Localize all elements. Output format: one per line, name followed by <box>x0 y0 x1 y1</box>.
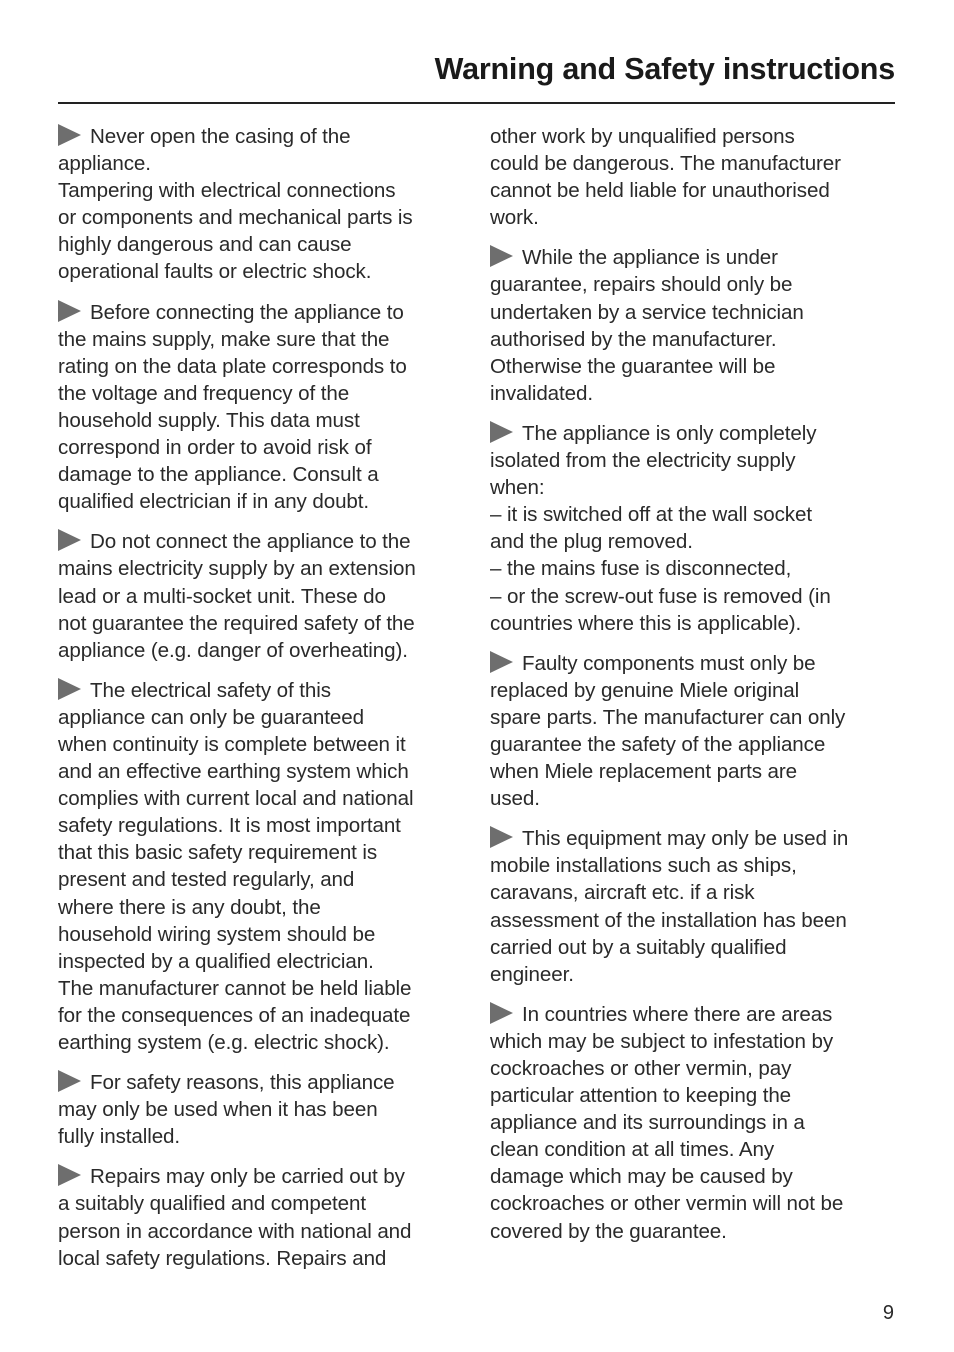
bullet-arrow-icon <box>58 124 81 146</box>
paragraph-line: other work by unqualified persons <box>490 125 795 148</box>
instruction-paragraph <box>58 1069 468 1150</box>
paragraph-line: damage to the appliance. Consult a <box>58 463 379 487</box>
paragraph-line: mobile installations such as ships, <box>490 854 797 878</box>
right-column <box>490 123 894 1258</box>
instruction-paragraph <box>58 1163 468 1271</box>
instruction-paragraph <box>58 299 468 516</box>
instruction-paragraph <box>490 825 894 988</box>
bullet-arrow-icon <box>490 1002 513 1024</box>
paragraph-line: a suitably qualified and competent <box>58 1192 367 1216</box>
paragraph-line: The manufacturer cannot be held liable <box>58 976 412 1000</box>
paragraph-line: earthing system (e.g. electric shock). <box>58 1031 390 1054</box>
paragraph-line: when Miele replacement parts are <box>490 760 798 784</box>
paragraph-line: complies with current local and national <box>58 787 414 811</box>
paragraph-line: Before connecting the appliance to <box>90 300 404 324</box>
paragraph-line: clean condition at all times. Any <box>490 1138 775 1162</box>
paragraph-line: household wiring system should be <box>58 922 376 946</box>
bullet-arrow-icon <box>58 300 81 322</box>
page-number: 9 <box>882 1302 894 1324</box>
paragraph-line: mains electricity supply by an extension <box>58 557 416 581</box>
paragraph-line: the voltage and frequency of the <box>58 381 350 405</box>
instruction-paragraph <box>490 123 894 231</box>
paragraph-line: local safety regulations. Repairs and <box>58 1246 387 1270</box>
paragraph-line: Never open the casing of the <box>90 125 351 148</box>
paragraph-line: appliance can only be guaranteed <box>58 705 364 729</box>
paragraph-line: guarantee the safety of the appliance <box>490 732 826 756</box>
paragraph-line: spare parts. The manufacturer can only <box>490 705 846 729</box>
bullet-arrow-icon <box>58 529 81 551</box>
paragraph-line: inspected by a qualified electrician. <box>58 949 374 973</box>
paragraph-line: – or the screw-out fuse is removed (in <box>490 584 831 608</box>
paragraph-line: correspond in order to avoid risk of <box>58 436 372 460</box>
paragraph-line: countries where this is applicable). <box>490 611 802 635</box>
paragraph-line: Do not connect the appliance to the <box>90 530 411 554</box>
paragraph-line: work. <box>490 206 539 230</box>
paragraph-line: covered by the guarantee. <box>490 1219 727 1243</box>
bullet-arrow-icon <box>490 826 513 848</box>
paragraph-line: guarantee, repairs should only be <box>490 273 793 297</box>
paragraph-line: not guarantee the required safety of the <box>58 611 415 635</box>
paragraph-line: particular attention to keeping the <box>490 1084 792 1108</box>
bullet-arrow-icon <box>490 651 513 673</box>
paragraph-line: damage which may be caused by <box>490 1165 793 1189</box>
paragraph-line: household supply. This data must <box>58 408 360 432</box>
paragraph-line: could be dangerous. The manufacturer <box>490 152 841 176</box>
paragraph-line: that this basic safety requirement is <box>58 841 378 865</box>
paragraph-line: For safety reasons, this appliance <box>90 1071 395 1095</box>
paragraph-line: undertaken by a service technician <box>490 300 804 324</box>
paragraph-line: cannot be held liable for unauthorised <box>490 179 830 203</box>
page-title: Warning and Safety instructions <box>434 52 895 86</box>
paragraph-line: where there is any doubt, the <box>58 895 321 919</box>
paragraph-line: – it is switched off at the wall socket <box>490 503 812 527</box>
paragraph-line: assessment of the installation has been <box>490 908 847 932</box>
bullet-arrow-icon <box>58 678 81 700</box>
page-header <box>58 48 895 104</box>
instruction-paragraph <box>58 123 468 286</box>
paragraph-line: The electrical safety of this <box>90 678 331 702</box>
instruction-paragraph <box>490 650 894 813</box>
paragraph-line: This equipment may only be used in <box>522 827 849 851</box>
instruction-paragraph <box>58 677 468 1056</box>
paragraph-line: when: <box>490 476 545 500</box>
paragraph-line: present and tested regularly, and <box>58 868 355 892</box>
paragraph-line: appliance and its surroundings in a <box>490 1111 805 1135</box>
instruction-paragraph <box>490 1001 894 1245</box>
paragraph-line: rating on the data plate corresponds to <box>58 354 407 378</box>
bullet-arrow-icon <box>490 245 513 267</box>
instruction-paragraph <box>58 528 468 663</box>
paragraph-line: carried out by a suitably qualified <box>490 935 787 959</box>
paragraph-line: replaced by genuine Miele original <box>490 678 800 702</box>
paragraph-line: Otherwise the guarantee will be <box>490 354 776 378</box>
paragraph-line: person in accordance with national and <box>58 1219 412 1243</box>
paragraph-line: isolated from the electricity supply <box>490 449 796 473</box>
paragraph-line: invalidated. <box>490 381 593 405</box>
left-column <box>58 123 468 1285</box>
paragraph-line: the mains supply, make sure that the <box>58 327 390 351</box>
paragraph-line: lead or a multi-socket unit. These do <box>58 584 386 608</box>
paragraph-line: and the plug removed. <box>490 530 693 554</box>
paragraph-line: which may be subject to infestation by <box>490 1029 834 1053</box>
paragraph-line: While the appliance is under <box>522 246 778 270</box>
paragraph-line: Faulty components must only be <box>522 651 816 675</box>
paragraph-line: cockroaches or other vermin will not be <box>490 1192 844 1216</box>
paragraph-line: fully installed. <box>58 1125 181 1149</box>
paragraph-line: engineer. <box>490 962 574 986</box>
paragraph-line: safety regulations. It is most important <box>58 814 401 838</box>
instruction-paragraph <box>490 420 894 637</box>
paragraph-line: authorised by the manufacturer. <box>490 327 777 351</box>
paragraph-line: may only be used when it has been <box>58 1098 378 1122</box>
paragraph-line: – the mains fuse is disconnected, <box>490 557 792 581</box>
paragraph-line: used. <box>490 787 540 811</box>
paragraph-line: when continuity is complete between it <box>58 732 406 756</box>
paragraph-line: caravans, aircraft etc. if a risk <box>490 881 755 905</box>
instruction-paragraph <box>490 244 894 407</box>
bullet-arrow-icon <box>58 1164 81 1186</box>
paragraph-line: The appliance is only completely <box>522 421 817 445</box>
paragraph-line: In countries where there are areas <box>522 1002 833 1026</box>
bullet-arrow-icon <box>58 1070 81 1092</box>
paragraph-line: operational faults or electric shock. <box>58 260 372 284</box>
paragraph-line: qualified electrician if in any doubt. <box>58 490 370 514</box>
paragraph-line: cockroaches or other vermin, pay <box>490 1057 792 1080</box>
bullet-arrow-icon <box>490 421 513 443</box>
paragraph-line: appliance (e.g. danger of overheating). <box>58 638 408 662</box>
paragraph-line: Tampering with electrical connections <box>58 179 396 203</box>
paragraph-line: appliance. <box>58 152 151 176</box>
paragraph-line: and an effective earthing system which <box>58 760 409 784</box>
paragraph-line: Repairs may only be carried out by <box>90 1165 405 1189</box>
paragraph-line: or components and mechanical parts is <box>58 206 413 230</box>
paragraph-line: highly dangerous and can cause <box>58 233 352 257</box>
paragraph-line: for the consequences of an inadequate <box>58 1003 411 1027</box>
